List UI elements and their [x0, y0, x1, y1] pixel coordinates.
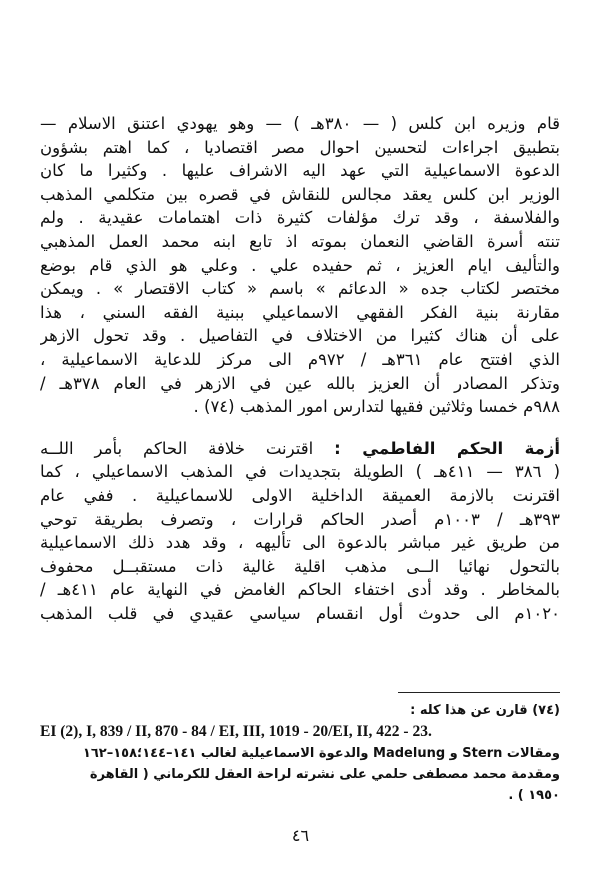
footnote-line: ومقالات Stern و Madelung والدعوة الاسماعيلية لغالب ١٤١–١٤٤؛١٥٨–١٦٢: [82, 746, 560, 761]
text-line: ٩٨٨م خمسا وثلاثين فقيها لتدارس امور المذهب (٧٤) .: [193, 397, 560, 417]
footnote-reference: EI (2), I, 839 / II, 870 - 84 / EI, III, 1019 - 20/EI, II, 422 - 23.: [40, 723, 432, 740]
heading-line-text: اقترنت خلافة الحاكم بأمر اللــه: [40, 438, 314, 458]
text-line: تنته أسرة القاضي النعمان بموته اذ تابع ابنه محمد العمل المذهبي: [40, 231, 560, 251]
text-line: ٣٩٣هـ / ١٠٠٣م أصدر الحاكم قرارات ، وتصرف بطريقة توحي: [40, 509, 560, 529]
text-line: بالتحول نهائيا الــى مذهب اقلية غالية ذات مستقبــل محفوف: [40, 556, 560, 576]
footnote-line: (٧٤) قارن عن هذا كله :: [410, 703, 560, 718]
main-text: [40, 112, 560, 625]
paragraph-gap: [40, 419, 560, 437]
text-line: الذي افتتح عام ٣٦١هـ / ٩٧٢م الى مركز للدعاية الاسماعيلية ،: [40, 349, 560, 369]
section-heading: أزمة الحكم الفاطمي :: [334, 438, 560, 458]
heading-line: [40, 437, 560, 461]
text-line: مختصر لكتاب جده « الدعائم » باسم « كتاب الاقتصار » . ويمكن: [40, 279, 560, 299]
text-line: الدعوة الاسماعيلية التي عهد اليه الاشراف عليها . وكثيرا ما كان: [40, 161, 560, 181]
text-line: من طريق غير مباشر بالدعوة الى تأليهه ، وقد هدد ذلك الاسماعيلية: [40, 533, 560, 553]
text-line: اقترنت بالازمة العميقة الداخلية الاولى للاسماعيلية . ففي عام: [40, 485, 560, 505]
text-line: وتذكر المصادر أن العزيز بالله عين في الازهر في العام ٣٧٨هـ /: [40, 373, 560, 393]
footnotes: [40, 700, 560, 806]
footnote-line: ومقدمة محمد مصطفى حلمي على نشرته لراحة العقل للكرماني ( القاهرة: [89, 767, 560, 782]
text-line: ١٠٢٠م الى حدوث أول انقسام سياسي عقيدي في قلب المذهب: [40, 603, 560, 623]
text-line: والتأليف ايام العزيز ، ثم حفيده علي . وعلي هو الذي قام بوضع: [40, 255, 560, 275]
page-number: ٤٦: [291, 826, 310, 845]
footnote-divider: [398, 692, 560, 693]
footnote-line: ١٩٥٠ ) .: [508, 788, 560, 803]
text-line: على أن هناك كثيرا من الاختلاف في التفاصيل . وقد تحول الازهر: [40, 326, 560, 346]
text-line: بالمخاطر . وقد أدى اختفاء الحاكم الغامض في النهاية عام ٤١١هـ /: [40, 580, 560, 600]
text-line: بتطبيق اجراءات لتحسين احوال مصر اقتصاديا ، كما اهتم بشؤون: [40, 137, 560, 157]
text-line: والفلاسفة ، وقد ترك مؤلفات كثيرة ذات اهتمامات عقيدية . ولم: [40, 208, 560, 228]
text-line: ( ٣٨٦ — ٤١١هـ ) الطويلة بتجديدات في المذهب الاسماعيلي ، كما: [40, 462, 560, 482]
text-line: قام وزيره ابن كلس ( — ٣٨٠هـ ) — وهو يهودي اعتنق الاسلام —: [40, 114, 560, 133]
text-line: الوزير ابن كلس يعقد مجالس للنقاش في قصره بين متكلمي المذهب: [40, 184, 560, 204]
text-line: مقارنة بنية الفكر الفقهي الاسماعيلي ببنية الفقه السني ، هذا: [40, 302, 560, 322]
